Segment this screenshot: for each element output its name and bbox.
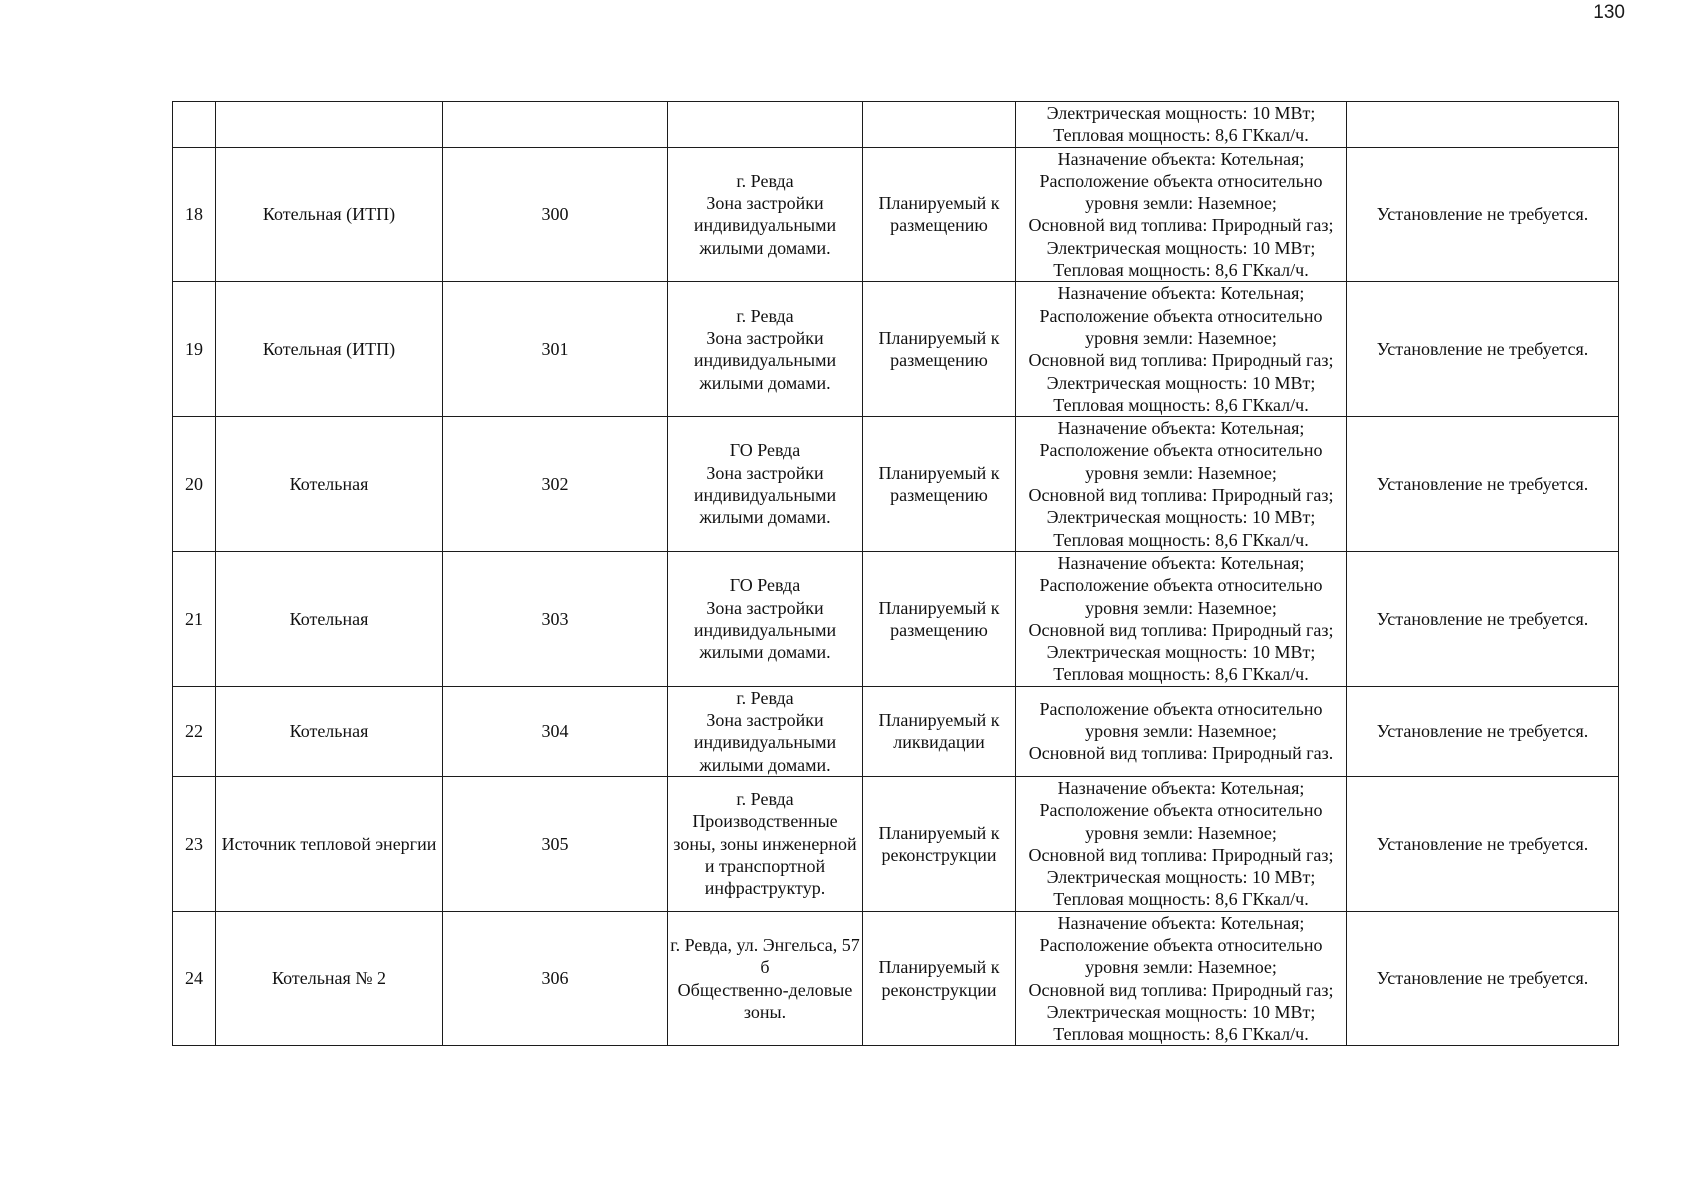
cell-protection-zone: Установление не требуется. <box>1347 147 1619 282</box>
cell-status: Планируемый к реконструкции <box>863 776 1016 911</box>
cell-characteristics: Назначение объекта: Котельная; Расположение объекта относительно уровня земли: Наземное; Основной вид топлива: Природный газ; Электрическая мощность: 10 МВт; Тепловая мощность: 8,6 ГКкал/ч. <box>1016 911 1347 1046</box>
cell-location: г. Ревда, ул. Энгельса, 57 б Общественно-деловые зоны. <box>668 911 863 1046</box>
table-row <box>173 147 1619 282</box>
cell-characteristics: Назначение объекта: Котельная; Расположение объекта относительно уровня земли: Наземное; Основной вид топлива: Природный газ; Электрическая мощность: 10 МВт; Тепловая мощность: 8,6 ГКкал/ч. <box>1016 282 1347 417</box>
cell-location <box>668 102 863 148</box>
cell-object-name: Котельная (ИТП) <box>216 282 443 417</box>
table-row <box>173 686 1619 776</box>
cell-location: ГО Ревда Зона застройки индивидуальными жилыми домами. <box>668 417 863 552</box>
cell-status: Планируемый к реконструкции <box>863 911 1016 1046</box>
cell-characteristics: Назначение объекта: Котельная; Расположение объекта относительно уровня земли: Наземное; Основной вид топлива: Природный газ; Электрическая мощность: 10 МВт; Тепловая мощность: 8,6 ГКкал/ч. <box>1016 147 1347 282</box>
cell-object-code: 305 <box>443 776 668 911</box>
cell-object-name: Котельная <box>216 417 443 552</box>
cell-protection-zone: Установление не требуется. <box>1347 551 1619 686</box>
cell-characteristics: Расположение объекта относительно уровня земли: Наземное; Основной вид топлива: Природный газ. <box>1016 686 1347 776</box>
cell-protection-zone: Установление не требуется. <box>1347 911 1619 1046</box>
cell-status: Планируемый к размещению <box>863 551 1016 686</box>
cell-number: 22 <box>173 686 216 776</box>
table-row <box>173 102 1619 148</box>
cell-object-code: 304 <box>443 686 668 776</box>
table-row <box>173 417 1619 552</box>
cell-number: 19 <box>173 282 216 417</box>
cell-location: ГО Ревда Зона застройки индивидуальными жилыми домами. <box>668 551 863 686</box>
cell-object-name: Котельная № 2 <box>216 911 443 1046</box>
table-row <box>173 551 1619 686</box>
cell-status: Планируемый к размещению <box>863 417 1016 552</box>
cell-number: 24 <box>173 911 216 1046</box>
cell-characteristics: Назначение объекта: Котельная; Расположение объекта относительно уровня земли: Наземное; Основной вид топлива: Природный газ; Электрическая мощность: 10 МВт; Тепловая мощность: 8,6 ГКкал/ч. <box>1016 551 1347 686</box>
cell-status <box>863 102 1016 148</box>
cell-object-code: 302 <box>443 417 668 552</box>
cell-number: 18 <box>173 147 216 282</box>
cell-status: Планируемый к размещению <box>863 147 1016 282</box>
cell-status: Планируемый к ликвидации <box>863 686 1016 776</box>
page-number: 130 <box>1593 2 1625 23</box>
cell-location: г. Ревда Зона застройки индивидуальными жилыми домами. <box>668 686 863 776</box>
cell-characteristics: Электрическая мощность: 10 МВт; Тепловая мощность: 8,6 ГКкал/ч. <box>1016 102 1347 148</box>
cell-number: 23 <box>173 776 216 911</box>
table-row <box>173 911 1619 1046</box>
table-row <box>173 282 1619 417</box>
cell-protection-zone: Установление не требуется. <box>1347 417 1619 552</box>
cell-object-code: 303 <box>443 551 668 686</box>
cell-location: г. Ревда Производственные зоны, зоны инженерной и транспортной инфраструктур. <box>668 776 863 911</box>
cell-protection-zone: Установление не требуется. <box>1347 686 1619 776</box>
cell-protection-zone: Установление не требуется. <box>1347 776 1619 911</box>
cell-characteristics: Назначение объекта: Котельная; Расположение объекта относительно уровня земли: Наземное; Основной вид топлива: Природный газ; Электрическая мощность: 10 МВт; Тепловая мощность: 8,6 ГКкал/ч. <box>1016 417 1347 552</box>
cell-object-name <box>216 102 443 148</box>
cell-number <box>173 102 216 148</box>
objects-table <box>172 101 1619 1046</box>
cell-characteristics: Назначение объекта: Котельная; Расположение объекта относительно уровня земли: Наземное; Основной вид топлива: Природный газ; Электрическая мощность: 10 МВт; Тепловая мощность: 8,6 ГКкал/ч. <box>1016 776 1347 911</box>
cell-object-name: Источник тепловой энергии <box>216 776 443 911</box>
cell-object-name: Котельная <box>216 551 443 686</box>
table-row <box>173 776 1619 911</box>
cell-object-name: Котельная <box>216 686 443 776</box>
cell-protection-zone: Установление не требуется. <box>1347 282 1619 417</box>
cell-object-code: 301 <box>443 282 668 417</box>
cell-protection-zone <box>1347 102 1619 148</box>
cell-object-code <box>443 102 668 148</box>
cell-location: г. Ревда Зона застройки индивидуальными жилыми домами. <box>668 282 863 417</box>
cell-number: 21 <box>173 551 216 686</box>
cell-status: Планируемый к размещению <box>863 282 1016 417</box>
cell-object-code: 300 <box>443 147 668 282</box>
cell-number: 20 <box>173 417 216 552</box>
cell-object-name: Котельная (ИТП) <box>216 147 443 282</box>
cell-location: г. Ревда Зона застройки индивидуальными жилыми домами. <box>668 147 863 282</box>
cell-object-code: 306 <box>443 911 668 1046</box>
